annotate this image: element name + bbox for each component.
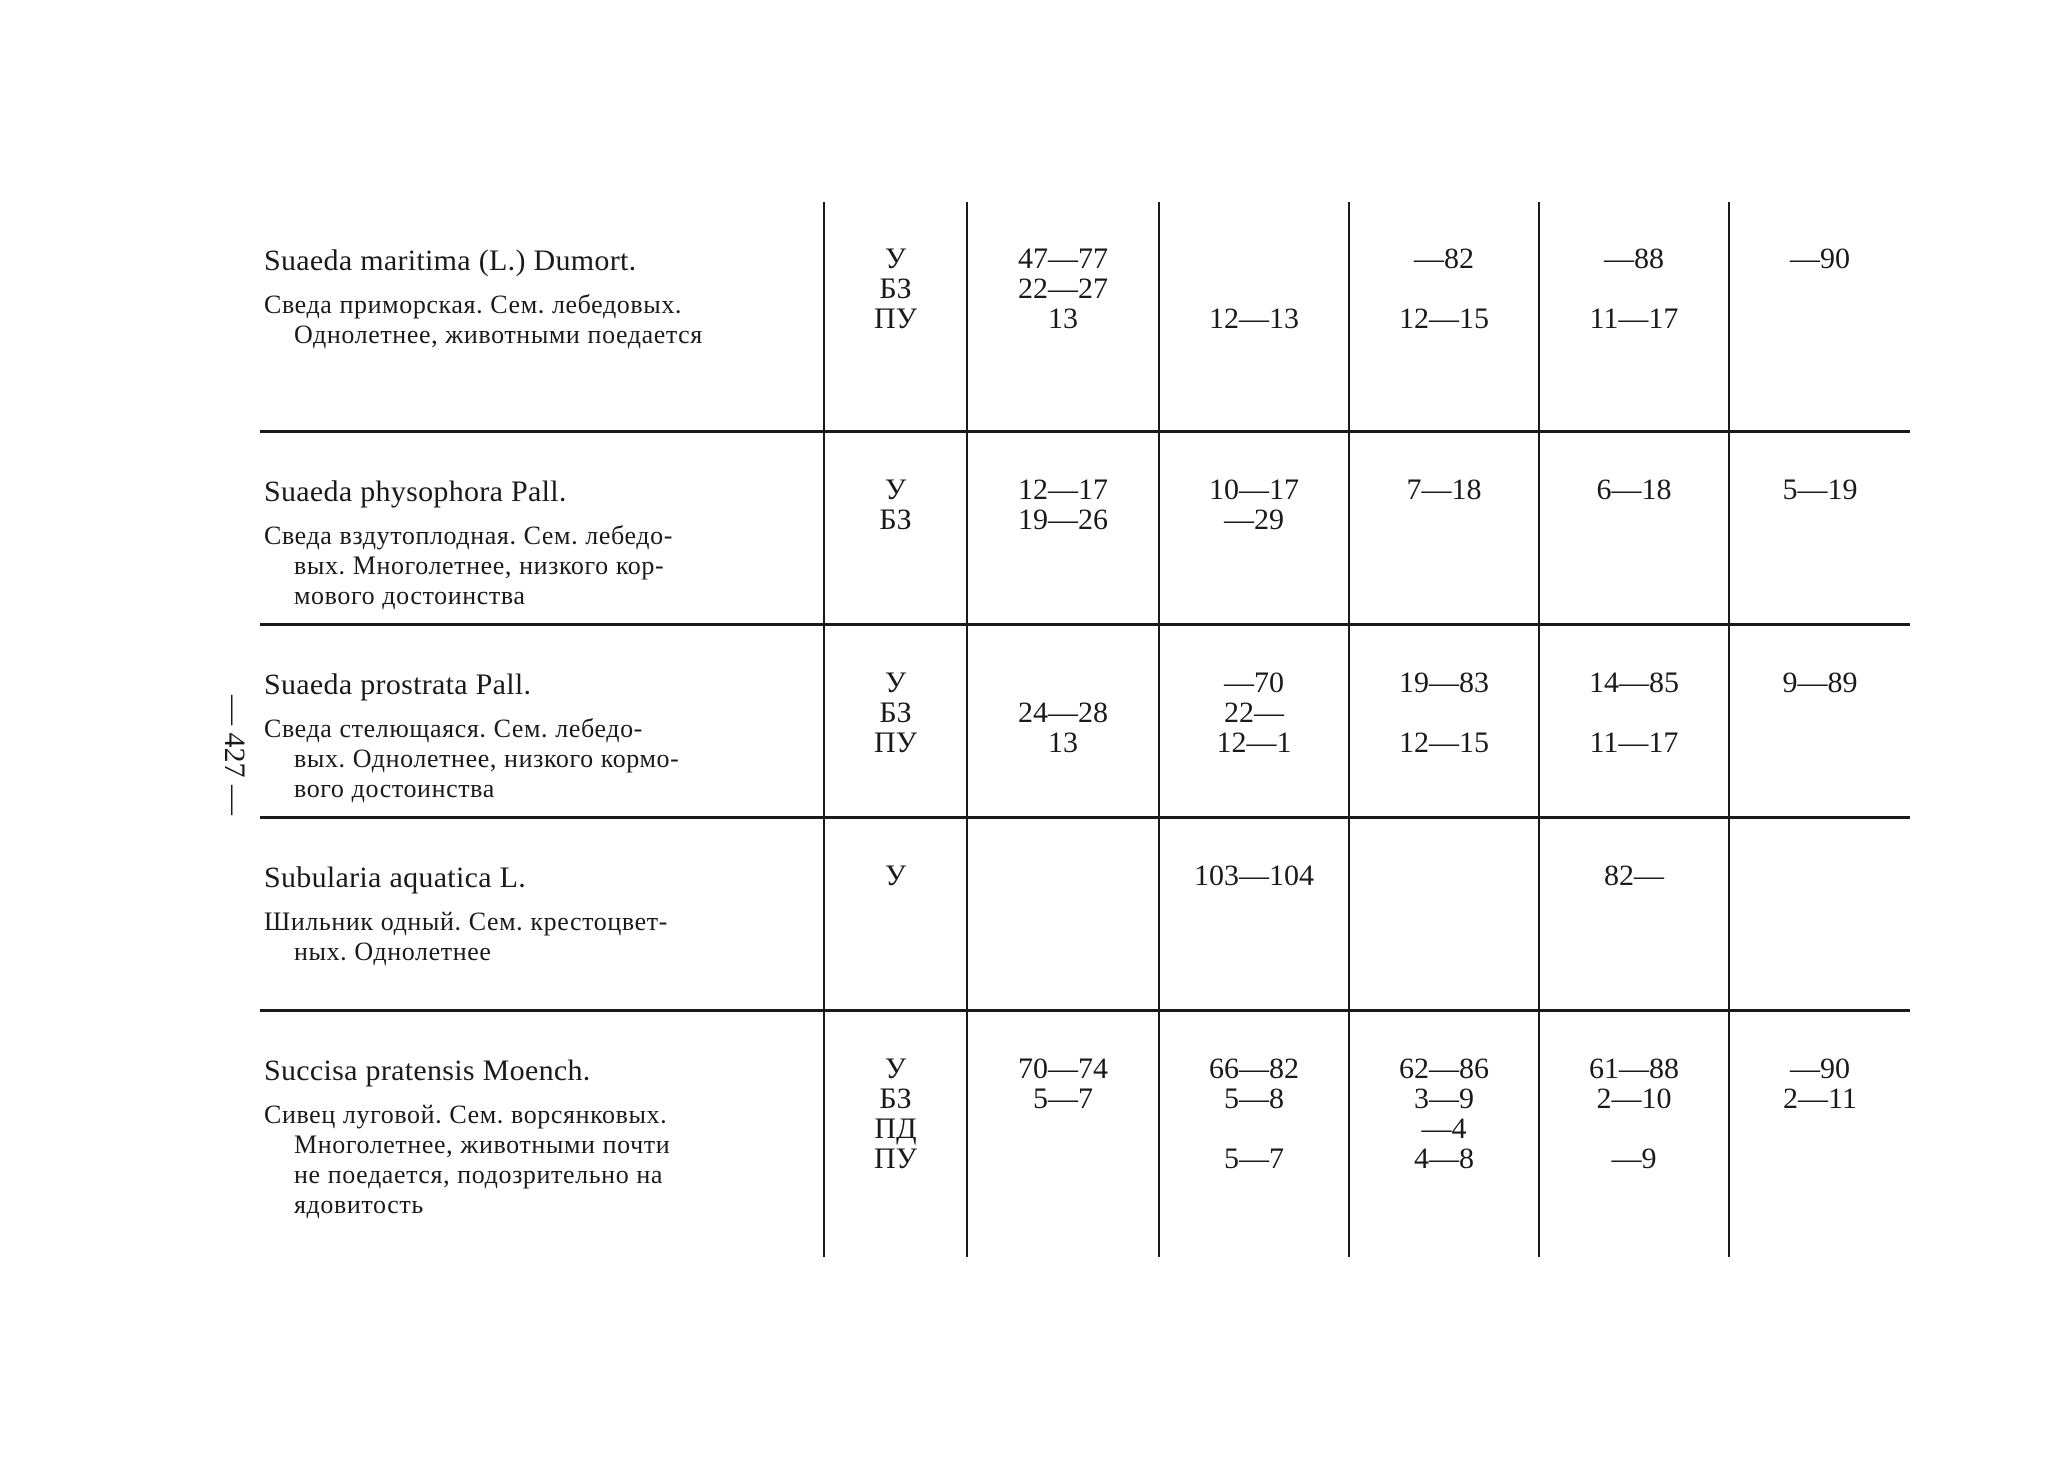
table-row: [260, 433, 1910, 626]
latin-name: Suaeda physophora Pall.: [264, 475, 567, 508]
value-cell: 47—77 22—27 13: [966, 202, 1158, 430]
value-cell: 70—74 5—7: [966, 1012, 1158, 1257]
category-cell: У: [823, 819, 966, 1009]
species-description: Сивец луговой. Сем. ворсянковых. Многолетнее, животными почти не поедается, подозрительно на ядовитость: [264, 1100, 671, 1219]
category-cell: У БЗ ПД ПУ: [823, 1012, 966, 1257]
value-cell: 61—88 2—10 —9: [1538, 1012, 1728, 1257]
value-cell: —88 11—17: [1538, 202, 1728, 430]
table-row: [260, 819, 1910, 1012]
table-row: [260, 202, 1910, 433]
table-row: [260, 1012, 1910, 1257]
species-cell: [260, 1012, 823, 1257]
species-description: Сведа стелющаяся. Сем. лебедо- вых. Однолетнее, низкого кормо- вого достоинства: [264, 714, 680, 803]
value-cell: 103—104: [1158, 819, 1348, 1009]
value-cell: 66—82 5—8 5—7: [1158, 1012, 1348, 1257]
value-cell: —82 12—15: [1348, 202, 1538, 430]
value-cell: 62—86 3—9 —4 4—8: [1348, 1012, 1538, 1257]
value-cell: [1348, 819, 1538, 1009]
value-cell: 19—83 12—15: [1348, 626, 1538, 816]
value-cell: —90: [1728, 202, 1910, 430]
value-cell: —90 2—11: [1728, 1012, 1910, 1257]
value-cell: 82—: [1538, 819, 1728, 1009]
value-cell: [1728, 819, 1910, 1009]
value-cell: 5—19: [1728, 433, 1910, 623]
category-cell: У БЗ ПУ: [823, 202, 966, 430]
value-cell: 9—89: [1728, 626, 1910, 816]
value-cell: 10—17 —29: [1158, 433, 1348, 623]
species-description: Сведа вздутоплодная. Сем. лебедо- вых. Многолетнее, низкого кор- мового достоинства: [264, 521, 673, 610]
category-cell: У БЗ ПУ: [823, 626, 966, 816]
page-number: — 427 —: [218, 695, 251, 815]
value-cell: [966, 819, 1158, 1009]
value-cell: 24—28 13: [966, 626, 1158, 816]
species-description: Шильник одный. Сем. крестоцвет- ных. Однолетнее: [264, 907, 668, 966]
species-cell: [260, 433, 823, 623]
value-cell: 6—18: [1538, 433, 1728, 623]
latin-name: Succisa pratensis Moench.: [264, 1054, 591, 1087]
value-cell: 12—17 19—26: [966, 433, 1158, 623]
table-row: [260, 626, 1910, 819]
species-cell: [260, 819, 823, 1009]
value-cell: —70 22— 12—1: [1158, 626, 1348, 816]
latin-name: Suaeda prostrata Pall.: [264, 668, 532, 701]
species-description: Сведа приморская. Сем. лебедовых. Однолетнее, животными поедается: [264, 290, 703, 349]
species-table: [260, 202, 1910, 1257]
value-cell: 7—18: [1348, 433, 1538, 623]
species-cell: [260, 626, 823, 816]
species-cell: [260, 202, 823, 430]
latin-name: Subularia aquatica L.: [264, 861, 527, 894]
category-cell: У БЗ: [823, 433, 966, 623]
value-cell: 12—13: [1158, 202, 1348, 430]
latin-name: Suaeda maritima (L.) Dumort.: [264, 244, 637, 277]
value-cell: 14—85 11—17: [1538, 626, 1728, 816]
